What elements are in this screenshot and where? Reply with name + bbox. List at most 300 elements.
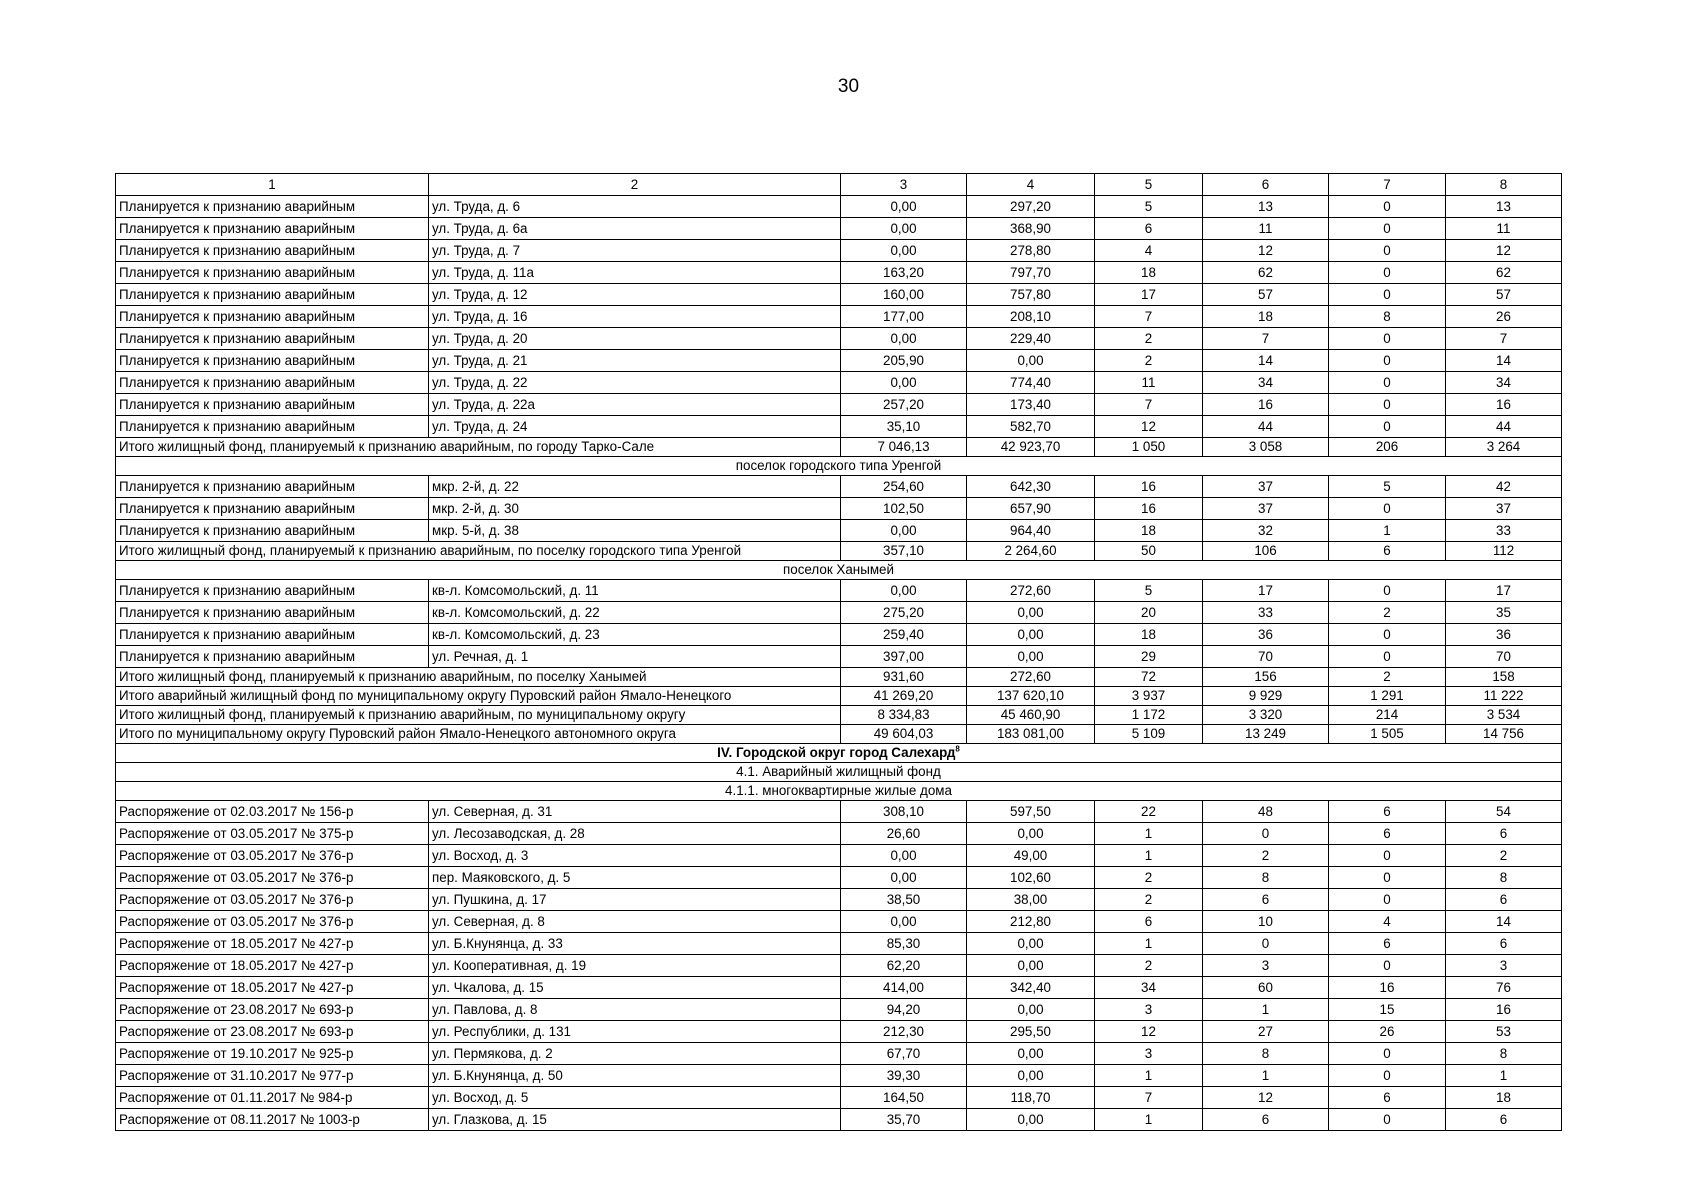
cell-basis: Распоряжение от 18.05.2017 № 427-р (116, 955, 429, 977)
table-row (116, 646, 1562, 668)
cell-col7: 6 (1329, 933, 1446, 955)
cell-col8: 16 (1446, 394, 1562, 416)
section-cell (116, 744, 1562, 763)
total-label: Итого по муниципальному округу Пуровский район Ямало-Ненецкого автономного округа (116, 725, 841, 744)
cell-col7: 1 291 (1329, 687, 1446, 706)
cell-col5: 2 (1095, 867, 1203, 889)
cell-area-col4: 137 620,10 (967, 687, 1095, 706)
cell-col5: 2 (1095, 955, 1203, 977)
total-row (116, 725, 1562, 744)
cell-area-col4: 964,40 (967, 520, 1095, 542)
cell-area-col4: 295,50 (967, 1021, 1095, 1043)
table-row (116, 394, 1562, 416)
cell-col7: 6 (1329, 1087, 1446, 1109)
cell-area-col4: 118,70 (967, 1087, 1095, 1109)
cell-basis: Планируется к признанию аварийным (116, 646, 429, 668)
column-header-4: 4 (967, 174, 1095, 196)
table-row (116, 823, 1562, 845)
cell-address: ул. Северная, д. 8 (429, 911, 841, 933)
section-cell (116, 763, 1562, 782)
cell-col8: 18 (1446, 1087, 1562, 1109)
cell-col7: 8 (1329, 306, 1446, 328)
cell-area-col4: 582,70 (967, 416, 1095, 438)
cell-area-col4: 0,00 (967, 1043, 1095, 1065)
cell-col5: 2 (1095, 350, 1203, 372)
cell-col6: 1 (1203, 1065, 1329, 1087)
cell-col8: 13 (1446, 196, 1562, 218)
table-row (116, 845, 1562, 867)
cell-col8: 14 (1446, 350, 1562, 372)
cell-col5: 3 (1095, 999, 1203, 1021)
table-row (116, 999, 1562, 1021)
cell-area-col3: 164,50 (841, 1087, 967, 1109)
cell-col6: 11 (1203, 218, 1329, 240)
table-row (116, 1065, 1562, 1087)
cell-area-col3: 62,20 (841, 955, 967, 977)
table-row (116, 520, 1562, 542)
section-cell (116, 782, 1562, 801)
cell-address: ул. Труда, д. 7 (429, 240, 841, 262)
cell-col7: 16 (1329, 977, 1446, 999)
section-title: поселок Ханымей (783, 562, 894, 577)
cell-basis: Распоряжение от 01.11.2017 № 984-р (116, 1087, 429, 1109)
cell-address: ул. Чкалова, д. 15 (429, 977, 841, 999)
cell-col8: 53 (1446, 1021, 1562, 1043)
cell-col7: 0 (1329, 955, 1446, 977)
table-row (116, 498, 1562, 520)
cell-area-col4: 49,00 (967, 845, 1095, 867)
cell-area-col4: 342,40 (967, 977, 1095, 999)
cell-col6: 34 (1203, 372, 1329, 394)
table-row (116, 1021, 1562, 1043)
cell-col6: 60 (1203, 977, 1329, 999)
cell-basis: Планируется к признанию аварийным (116, 476, 429, 498)
cell-col7: 26 (1329, 1021, 1446, 1043)
cell-col7: 6 (1329, 801, 1446, 823)
cell-address: ул. Труда, д. 21 (429, 350, 841, 372)
cell-col6: 0 (1203, 823, 1329, 845)
cell-area-col3: 39,30 (841, 1065, 967, 1087)
cell-area-col3: 0,00 (841, 240, 967, 262)
cell-col8: 42 (1446, 476, 1562, 498)
cell-col7: 1 (1329, 520, 1446, 542)
cell-basis: Планируется к признанию аварийным (116, 328, 429, 350)
cell-col5: 2 (1095, 889, 1203, 911)
cell-area-col4: 0,00 (967, 955, 1095, 977)
cell-address: кв-л. Комсомольский, д. 23 (429, 624, 841, 646)
cell-area-col3: 102,50 (841, 498, 967, 520)
cell-col5: 18 (1095, 624, 1203, 646)
cell-col5: 20 (1095, 602, 1203, 624)
cell-basis: Распоряжение от 03.05.2017 № 376-р (116, 867, 429, 889)
column-header-7: 7 (1329, 174, 1446, 196)
section-title: поселок городского типа Уренгой (735, 458, 942, 473)
cell-col7: 2 (1329, 602, 1446, 624)
cell-area-col3: 397,00 (841, 646, 967, 668)
table-row (116, 580, 1562, 602)
cell-col6: 2 (1203, 845, 1329, 867)
cell-col7: 15 (1329, 999, 1446, 1021)
table-row (116, 889, 1562, 911)
section-title: 4.1. Аварийный жилищный фонд (736, 764, 941, 779)
cell-col5: 12 (1095, 1021, 1203, 1043)
cell-col6: 57 (1203, 284, 1329, 306)
cell-area-col3: 26,60 (841, 823, 967, 845)
cell-address: ул. Восход, д. 5 (429, 1087, 841, 1109)
cell-area-col4: 297,20 (967, 196, 1095, 218)
table-row (116, 1043, 1562, 1065)
table-row (116, 911, 1562, 933)
cell-col6: 62 (1203, 262, 1329, 284)
cell-col7: 0 (1329, 1043, 1446, 1065)
cell-col5: 1 (1095, 933, 1203, 955)
cell-address: ул. Труда, д. 6 (429, 196, 841, 218)
cell-col6: 9 929 (1203, 687, 1329, 706)
column-header-5: 5 (1095, 174, 1203, 196)
column-header-3: 3 (841, 174, 967, 196)
cell-col8: 12 (1446, 240, 1562, 262)
cell-col6: 106 (1203, 542, 1329, 561)
cell-col7: 0 (1329, 498, 1446, 520)
cell-col7: 0 (1329, 284, 1446, 306)
cell-area-col4: 208,10 (967, 306, 1095, 328)
housing-fund-table (115, 173, 1562, 1131)
cell-address: ул. Труда, д. 22а (429, 394, 841, 416)
cell-area-col3: 38,50 (841, 889, 967, 911)
cell-col5: 1 172 (1095, 706, 1203, 725)
table-row (116, 867, 1562, 889)
table-row (116, 350, 1562, 372)
cell-basis: Планируется к признанию аварийным (116, 520, 429, 542)
cell-area-col3: 35,70 (841, 1109, 967, 1131)
cell-col7: 0 (1329, 580, 1446, 602)
cell-basis: Распоряжение от 08.11.2017 № 1003-р (116, 1109, 429, 1131)
cell-col8: 70 (1446, 646, 1562, 668)
cell-col5: 16 (1095, 476, 1203, 498)
total-label: Итого жилищный фонд, планируемый к признанию аварийным, по поселку Ханымей (116, 668, 841, 687)
cell-area-col3: 0,00 (841, 845, 967, 867)
cell-area-col4: 278,80 (967, 240, 1095, 262)
cell-area-col4: 173,40 (967, 394, 1095, 416)
table-row (116, 476, 1562, 498)
cell-col6: 14 (1203, 350, 1329, 372)
cell-col5: 34 (1095, 977, 1203, 999)
cell-col6: 3 (1203, 955, 1329, 977)
cell-area-col3: 85,30 (841, 933, 967, 955)
page-number: 30 (837, 76, 860, 97)
cell-address: ул. Глазкова, д. 15 (429, 1109, 841, 1131)
cell-col6: 44 (1203, 416, 1329, 438)
cell-basis: Планируется к признанию аварийным (116, 262, 429, 284)
cell-area-col3: 414,00 (841, 977, 967, 999)
cell-address: кв-л. Комсомольский, д. 22 (429, 602, 841, 624)
cell-address: ул. Восход, д. 3 (429, 845, 841, 867)
section-cell (116, 561, 1562, 580)
cell-area-col3: 212,30 (841, 1021, 967, 1043)
table-row (116, 372, 1562, 394)
cell-basis: Распоряжение от 03.05.2017 № 376-р (116, 845, 429, 867)
cell-col8: 37 (1446, 498, 1562, 520)
table-body (116, 174, 1562, 1131)
cell-col5: 1 (1095, 845, 1203, 867)
subsection-row (116, 763, 1562, 782)
cell-col7: 5 (1329, 476, 1446, 498)
section-heading-row (116, 744, 1562, 763)
cell-col5: 5 (1095, 580, 1203, 602)
cell-col6: 3 058 (1203, 438, 1329, 457)
cell-area-col4: 757,80 (967, 284, 1095, 306)
cell-col8: 14 756 (1446, 725, 1562, 744)
cell-area-col3: 35,10 (841, 416, 967, 438)
cell-basis: Планируется к признанию аварийным (116, 350, 429, 372)
cell-address: ул. Северная, д. 31 (429, 801, 841, 823)
cell-col8: 3 264 (1446, 438, 1562, 457)
cell-col7: 0 (1329, 196, 1446, 218)
cell-basis: Распоряжение от 03.05.2017 № 376-р (116, 911, 429, 933)
cell-col5: 3 937 (1095, 687, 1203, 706)
cell-area-col3: 0,00 (841, 867, 967, 889)
cell-area-col4: 183 081,00 (967, 725, 1095, 744)
subsection-row (116, 782, 1562, 801)
cell-col7: 0 (1329, 372, 1446, 394)
table-row (116, 416, 1562, 438)
cell-col5: 7 (1095, 1087, 1203, 1109)
cell-area-col4: 368,90 (967, 218, 1095, 240)
table-row (116, 1087, 1562, 1109)
cell-col7: 0 (1329, 350, 1446, 372)
cell-area-col4: 0,00 (967, 624, 1095, 646)
section-cell (116, 457, 1562, 476)
cell-area-col3: 8 334,83 (841, 706, 967, 725)
cell-col7: 0 (1329, 1109, 1446, 1131)
cell-area-col3: 0,00 (841, 911, 967, 933)
total-label: Итого жилищный фонд, планируемый к признанию аварийным, по поселку городского типа Уренгой (116, 542, 841, 561)
cell-col8: 6 (1446, 1109, 1562, 1131)
section-title: 4.1.1. многоквартирные жилые дома (725, 783, 952, 798)
cell-address: ул. Труда, д. 24 (429, 416, 841, 438)
cell-area-col3: 0,00 (841, 196, 967, 218)
cell-col5: 18 (1095, 262, 1203, 284)
cell-col5: 7 (1095, 306, 1203, 328)
cell-col5: 1 (1095, 1065, 1203, 1087)
cell-col7: 2 (1329, 668, 1446, 687)
cell-col5: 16 (1095, 498, 1203, 520)
cell-basis: Распоряжение от 31.10.2017 № 977-р (116, 1065, 429, 1087)
cell-area-col4: 0,00 (967, 823, 1095, 845)
column-header-6: 6 (1203, 174, 1329, 196)
total-label: Итого жилищный фонд, планируемый к признанию аварийным, по городу Тарко-Сале (116, 438, 841, 457)
cell-col6: 8 (1203, 867, 1329, 889)
cell-col7: 1 505 (1329, 725, 1446, 744)
cell-area-col3: 0,00 (841, 520, 967, 542)
cell-col6: 32 (1203, 520, 1329, 542)
table-row (116, 1109, 1562, 1131)
table-row (116, 955, 1562, 977)
cell-basis: Планируется к признанию аварийным (116, 498, 429, 520)
cell-area-col3: 67,70 (841, 1043, 967, 1065)
cell-col7: 0 (1329, 416, 1446, 438)
cell-col8: 7 (1446, 328, 1562, 350)
cell-area-col3: 257,20 (841, 394, 967, 416)
cell-basis: Планируется к признанию аварийным (116, 218, 429, 240)
cell-address: мкр. 5-й, д. 38 (429, 520, 841, 542)
cell-area-col3: 41 269,20 (841, 687, 967, 706)
cell-col6: 6 (1203, 889, 1329, 911)
cell-area-col4: 102,60 (967, 867, 1095, 889)
table-row (116, 602, 1562, 624)
cell-col8: 35 (1446, 602, 1562, 624)
cell-col8: 17 (1446, 580, 1562, 602)
cell-col7: 0 (1329, 240, 1446, 262)
cell-col6: 12 (1203, 240, 1329, 262)
table-row (116, 218, 1562, 240)
cell-area-col4: 38,00 (967, 889, 1095, 911)
table-row (116, 933, 1562, 955)
cell-address: ул. Труда, д. 20 (429, 328, 841, 350)
cell-area-col4: 212,80 (967, 911, 1095, 933)
cell-col6: 48 (1203, 801, 1329, 823)
cell-area-col3: 94,20 (841, 999, 967, 1021)
cell-basis: Распоряжение от 18.05.2017 № 427-р (116, 977, 429, 999)
cell-col7: 0 (1329, 646, 1446, 668)
cell-col5: 2 (1095, 328, 1203, 350)
cell-col8: 1 (1446, 1065, 1562, 1087)
cell-address: ул. Пермякова, д. 2 (429, 1043, 841, 1065)
cell-area-col3: 0,00 (841, 580, 967, 602)
cell-col6: 36 (1203, 624, 1329, 646)
cell-area-col4: 597,50 (967, 801, 1095, 823)
cell-area-col4: 272,60 (967, 668, 1095, 687)
cell-col5: 72 (1095, 668, 1203, 687)
table-row (116, 284, 1562, 306)
cell-col8: 158 (1446, 668, 1562, 687)
cell-col6: 3 320 (1203, 706, 1329, 725)
cell-address: пер. Маяковского, д. 5 (429, 867, 841, 889)
cell-col8: 54 (1446, 801, 1562, 823)
cell-basis: Распоряжение от 19.10.2017 № 925-р (116, 1043, 429, 1065)
cell-address: мкр. 2-й, д. 22 (429, 476, 841, 498)
cell-col7: 6 (1329, 542, 1446, 561)
cell-area-col4: 0,00 (967, 999, 1095, 1021)
cell-area-col4: 0,00 (967, 933, 1095, 955)
total-label: Итого аварийный жилищный фонд по муниципальному округу Пуровский район Ямало-Ненецкого (116, 687, 841, 706)
cell-address: ул. Республики, д. 131 (429, 1021, 841, 1043)
cell-address: мкр. 2-й, д. 30 (429, 498, 841, 520)
cell-col6: 6 (1203, 1109, 1329, 1131)
cell-basis: Планируется к признанию аварийным (116, 284, 429, 306)
cell-basis: Планируется к признанию аварийным (116, 394, 429, 416)
cell-col5: 1 050 (1095, 438, 1203, 457)
cell-col6: 37 (1203, 498, 1329, 520)
cell-basis: Распоряжение от 23.08.2017 № 693-р (116, 999, 429, 1021)
cell-area-col3: 49 604,03 (841, 725, 967, 744)
cell-basis: Планируется к признанию аварийным (116, 624, 429, 646)
cell-col6: 10 (1203, 911, 1329, 933)
cell-col6: 0 (1203, 933, 1329, 955)
cell-col8: 14 (1446, 911, 1562, 933)
cell-basis: Планируется к признанию аварийным (116, 602, 429, 624)
cell-col6: 37 (1203, 476, 1329, 498)
cell-col8: 8 (1446, 1043, 1562, 1065)
cell-col8: 112 (1446, 542, 1562, 561)
cell-col5: 29 (1095, 646, 1203, 668)
cell-col5: 18 (1095, 520, 1203, 542)
cell-basis: Планируется к признанию аварийным (116, 240, 429, 262)
table-row (116, 328, 1562, 350)
cell-col6: 17 (1203, 580, 1329, 602)
cell-col8: 36 (1446, 624, 1562, 646)
cell-col7: 206 (1329, 438, 1446, 457)
cell-address: ул. Речная, д. 1 (429, 646, 841, 668)
cell-area-col3: 0,00 (841, 218, 967, 240)
cell-area-col4: 657,90 (967, 498, 1095, 520)
cell-col8: 44 (1446, 416, 1562, 438)
cell-col5: 5 (1095, 196, 1203, 218)
cell-area-col4: 272,60 (967, 580, 1095, 602)
cell-col7: 0 (1329, 328, 1446, 350)
cell-col8: 11 222 (1446, 687, 1562, 706)
cell-col8: 57 (1446, 284, 1562, 306)
total-row (116, 668, 1562, 687)
cell-basis: Планируется к признанию аварийным (116, 372, 429, 394)
cell-basis: Распоряжение от 23.08.2017 № 693-р (116, 1021, 429, 1043)
cell-col5: 11 (1095, 372, 1203, 394)
subsection-row (116, 561, 1562, 580)
cell-col5: 1 (1095, 1109, 1203, 1131)
cell-col6: 18 (1203, 306, 1329, 328)
cell-address: ул. Б.Кнунянца, д. 33 (429, 933, 841, 955)
cell-address: ул. Труда, д. 22 (429, 372, 841, 394)
cell-col8: 33 (1446, 520, 1562, 542)
cell-area-col4: 42 923,70 (967, 438, 1095, 457)
cell-address: ул. Лесозаводская, д. 28 (429, 823, 841, 845)
cell-col8: 16 (1446, 999, 1562, 1021)
total-row (116, 542, 1562, 561)
cell-basis: Распоряжение от 03.05.2017 № 376-р (116, 889, 429, 911)
cell-area-col3: 275,20 (841, 602, 967, 624)
total-label: Итого жилищный фонд, планируемый к признанию аварийным, по муниципальному округу (116, 706, 841, 725)
cell-col8: 34 (1446, 372, 1562, 394)
cell-area-col3: 931,60 (841, 668, 967, 687)
cell-area-col4: 0,00 (967, 1065, 1095, 1087)
cell-col6: 7 (1203, 328, 1329, 350)
cell-area-col3: 160,00 (841, 284, 967, 306)
cell-col7: 0 (1329, 394, 1446, 416)
cell-col6: 33 (1203, 602, 1329, 624)
cell-col7: 0 (1329, 1065, 1446, 1087)
cell-basis: Планируется к признанию аварийным (116, 580, 429, 602)
cell-col8: 6 (1446, 933, 1562, 955)
cell-area-col4: 45 460,90 (967, 706, 1095, 725)
cell-col8: 76 (1446, 977, 1562, 999)
cell-col5: 4 (1095, 240, 1203, 262)
table-row (116, 624, 1562, 646)
cell-col5: 12 (1095, 416, 1203, 438)
cell-area-col3: 163,20 (841, 262, 967, 284)
cell-col7: 0 (1329, 867, 1446, 889)
cell-area-col3: 7 046,13 (841, 438, 967, 457)
cell-area-col3: 177,00 (841, 306, 967, 328)
cell-col5: 5 109 (1095, 725, 1203, 744)
cell-address: ул. Пушкина, д. 17 (429, 889, 841, 911)
cell-col6: 70 (1203, 646, 1329, 668)
table-row (116, 240, 1562, 262)
cell-col6: 13 249 (1203, 725, 1329, 744)
cell-col5: 17 (1095, 284, 1203, 306)
cell-area-col3: 254,60 (841, 476, 967, 498)
cell-col6: 156 (1203, 668, 1329, 687)
footnote-marker: 8 (955, 744, 960, 754)
